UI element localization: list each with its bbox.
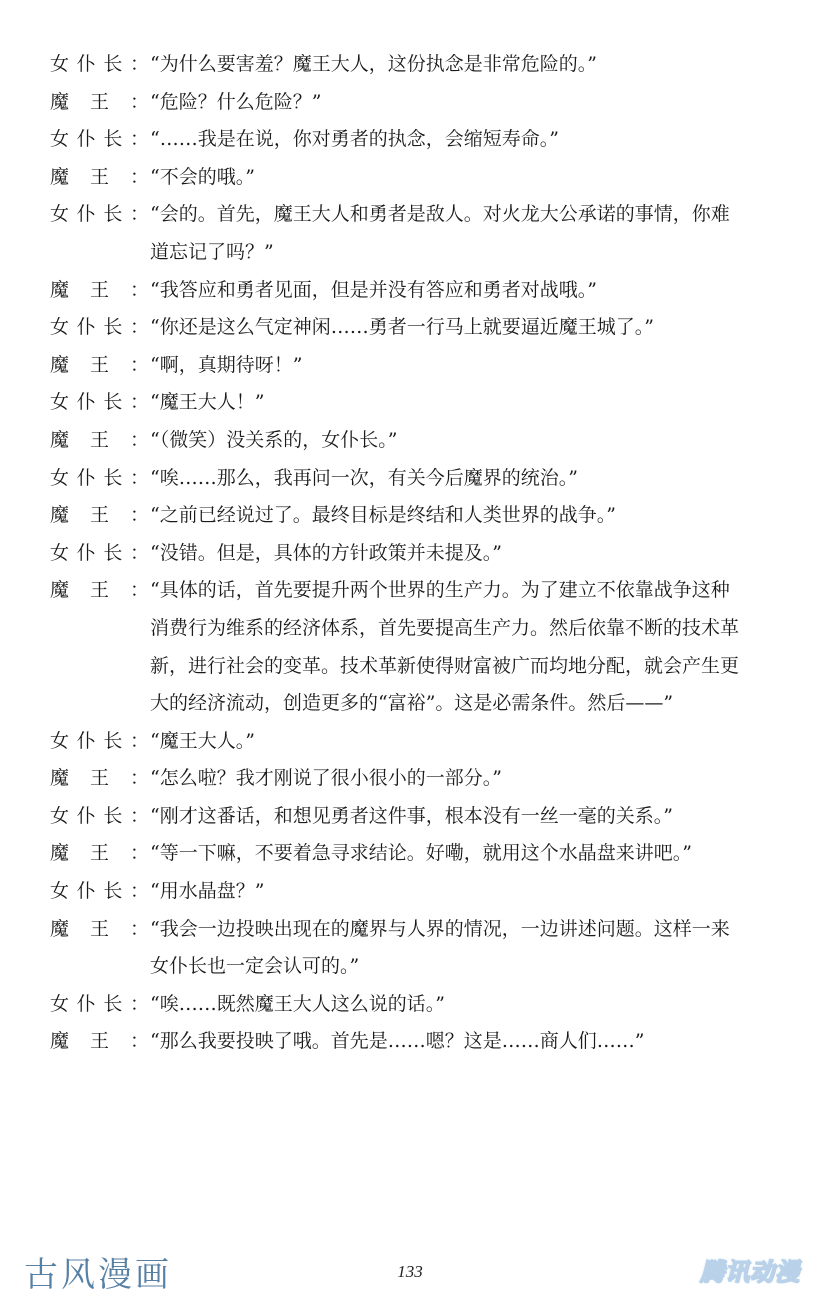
dialogue-line: [50, 760, 790, 798]
speaker-char: 长: [103, 729, 123, 752]
speaker-label: [50, 384, 150, 422]
dialogue-line: [50, 384, 790, 422]
speaker-char: 长: [103, 466, 123, 489]
speaker-char: 魔: [50, 1030, 70, 1053]
dialogue-line: [50, 835, 790, 873]
speaker-char: 王: [90, 579, 110, 602]
speaker-char: 女: [50, 53, 70, 75]
speaker-label: [50, 723, 150, 761]
speaker-colon: ：: [129, 466, 149, 489]
dialogue-body: [50, 46, 790, 1061]
dialogue-text: “那么我要投映了哦。首先是……嗯？这是……商人们……”: [150, 1030, 645, 1053]
speaker-label: [50, 272, 150, 310]
speaker-char: 仆: [76, 316, 96, 339]
speaker-label: [50, 535, 150, 573]
dialogue-text: “危险？什么危险？”: [150, 90, 322, 113]
speaker-char: 女: [50, 466, 70, 489]
speaker-char: 王: [90, 428, 110, 451]
dialogue-text: 消费行为维系的经济体系，首先要提高生产力。然后依靠不断的技术革: [150, 616, 740, 639]
speaker-char: 仆: [76, 729, 96, 752]
speaker-colon: ：: [130, 917, 150, 940]
speaker-char: 女: [50, 729, 70, 752]
speaker-label: [50, 347, 150, 385]
speaker-char: 王: [90, 767, 110, 790]
speaker-label: [50, 422, 150, 460]
speaker-label: [50, 159, 150, 197]
speaker-char: 仆: [76, 541, 96, 564]
dialogue-text: “……我是在说，你对勇者的执念，会缩短寿命。”: [150, 128, 559, 151]
speaker-label: [50, 309, 150, 347]
speaker-label: [50, 798, 150, 836]
speaker-char: 王: [90, 842, 110, 865]
dialogue-text: “我答应和勇者见面，但是并没有答应和勇者对战哦。”: [150, 278, 597, 301]
speaker-label: [50, 460, 150, 498]
dialogue-text: “唉……那么，我再问一次，有关今后魔界的统治。”: [150, 466, 578, 489]
speaker-char: 女: [50, 804, 70, 827]
speaker-label: [50, 986, 150, 1024]
speaker-colon: ：: [130, 353, 150, 376]
speaker-char: 仆: [76, 804, 96, 827]
speaker-char: 女: [50, 316, 70, 339]
speaker-char: 王: [90, 353, 110, 376]
speaker-label: [50, 572, 150, 610]
page-number: 133: [397, 1262, 423, 1281]
speaker-colon: ：: [129, 128, 149, 151]
dialogue-line: [50, 911, 790, 949]
dialogue-line: [50, 1023, 790, 1061]
dialogue-line: [50, 497, 790, 535]
speaker-char: 仆: [76, 466, 96, 489]
dialogue-line: [50, 234, 790, 272]
dialogue-line: [50, 572, 790, 610]
speaker-char: 仆: [76, 128, 96, 151]
speaker-char: 王: [90, 917, 110, 940]
dialogue-text: “具体的话，首先要提升两个世界的生产力。为了建立不依靠战争这种: [150, 579, 730, 602]
speaker-colon: ：: [129, 541, 149, 564]
speaker-colon: ：: [129, 880, 149, 903]
dialogue-line: [50, 121, 790, 159]
dialogue-text: “没错。但是，具体的方针政策并未提及。”: [150, 541, 502, 564]
speaker-char: 女: [50, 203, 70, 226]
speaker-char: 女: [50, 992, 70, 1015]
speaker-char: 长: [103, 53, 123, 75]
speaker-label: [50, 46, 150, 84]
watermark-logo-right: 腾讯动漫: [700, 1258, 800, 1286]
speaker-label: [50, 911, 150, 949]
dialogue-line: [50, 986, 790, 1024]
dialogue-text: 道忘记了吗？”: [150, 240, 274, 263]
speaker-colon: ：: [129, 992, 149, 1015]
dialogue-line: [50, 196, 790, 234]
speaker-char: 王: [90, 165, 110, 188]
dialogue-line: [50, 610, 790, 648]
speaker-colon: ：: [130, 165, 150, 188]
dialogue-line: [50, 798, 790, 836]
dialogue-line: [50, 948, 790, 986]
dialogue-line: [50, 422, 790, 460]
speaker-colon: ：: [130, 579, 150, 602]
speaker-char: 王: [90, 90, 110, 113]
speaker-char: 魔: [50, 917, 70, 940]
speaker-colon: ：: [129, 729, 149, 752]
dialogue-text: “不会的哦。”: [150, 165, 255, 188]
dialogue-line: [50, 648, 790, 686]
speaker-label: [50, 873, 150, 911]
dialogue-line: [50, 46, 790, 84]
speaker-colon: ：: [130, 1030, 150, 1053]
speaker-char: 魔: [50, 90, 70, 113]
speaker-char: 仆: [76, 992, 96, 1015]
speaker-char: 王: [90, 278, 110, 301]
speaker-colon: ：: [130, 504, 150, 527]
speaker-char: 魔: [50, 767, 70, 790]
speaker-char: 王: [90, 1030, 110, 1053]
speaker-char: 长: [103, 804, 123, 827]
speaker-char: 长: [103, 880, 123, 903]
dialogue-text: “等一下嘛，不要着急寻求结论。好嘞，就用这个水晶盘来讲吧。”: [150, 842, 692, 865]
speaker-char: 仆: [76, 880, 96, 903]
speaker-char: 魔: [50, 165, 70, 188]
dialogue-line: [50, 347, 790, 385]
speaker-label: [50, 760, 150, 798]
speaker-colon: ：: [129, 804, 149, 827]
speaker-colon: ：: [129, 391, 149, 414]
speaker-colon: ：: [130, 428, 150, 451]
dialogue-line: [50, 460, 790, 498]
dialogue-line: [50, 535, 790, 573]
dialogue-text: “魔王大人！”: [150, 391, 265, 414]
speaker-char: 长: [103, 316, 123, 339]
speaker-char: 魔: [50, 504, 70, 527]
speaker-label: [50, 1023, 150, 1061]
dialogue-text: “啊，真期待呀！”: [150, 353, 303, 376]
speaker-char: 长: [103, 541, 123, 564]
speaker-char: 长: [103, 128, 123, 151]
speaker-char: 魔: [50, 428, 70, 451]
dialogue-text: “唉……既然魔王大人这么说的话。”: [150, 992, 445, 1015]
dialogue-text: “怎么啦？我才刚说了很小很小的一部分。”: [150, 767, 502, 790]
dialogue-line: [50, 272, 790, 310]
speaker-char: 女: [50, 541, 70, 564]
speaker-char: 女: [50, 391, 70, 414]
dialogue-text: 大的经济流动，创造更多的“富裕”。这是必需条件。然后——”: [150, 692, 674, 715]
speaker-char: 魔: [50, 579, 70, 602]
dialogue-line: [50, 723, 790, 761]
dialogue-line: [50, 159, 790, 197]
dialogue-text: “用水晶盘？”: [150, 880, 265, 903]
dialogue-text: “魔王大人。”: [150, 729, 255, 752]
speaker-label: [50, 835, 150, 873]
dialogue-text: “你还是这么气定神闲……勇者一行马上就要逼近魔王城了。”: [150, 316, 654, 339]
speaker-colon: ：: [130, 842, 150, 865]
dialogue-text: “会的。首先，魔王大人和勇者是敌人。对火龙大公承诺的事情，你难: [150, 203, 730, 226]
dialogue-text: 新，进行社会的变革。技术革新使得财富被广而均地分配，就会产生更: [150, 654, 740, 677]
dialogue-text: 女仆长也一定会认可的。”: [150, 955, 360, 978]
speaker-char: 魔: [50, 353, 70, 376]
speaker-label: [50, 497, 150, 535]
dialogue-line: [50, 685, 790, 723]
speaker-char: 长: [103, 992, 123, 1015]
speaker-colon: ：: [130, 278, 150, 301]
speaker-char: 仆: [76, 391, 96, 414]
speaker-char: 女: [50, 128, 70, 151]
speaker-char: 女: [50, 880, 70, 903]
speaker-char: 魔: [50, 278, 70, 301]
dialogue-line: [50, 309, 790, 347]
speaker-colon: ：: [129, 316, 149, 339]
speaker-colon: ：: [129, 53, 149, 75]
speaker-label: [50, 196, 150, 234]
dialogue-text: “之前已经说过了。最终目标是终结和人类世界的战争。”: [150, 504, 616, 527]
speaker-char: 仆: [76, 203, 96, 226]
speaker-char: 长: [103, 203, 123, 226]
dialogue-text: “我会一边投映出现在的魔界与人界的情况，一边讲述问题。这样一来: [150, 917, 730, 940]
speaker-label: [50, 121, 150, 159]
speaker-char: 魔: [50, 842, 70, 865]
speaker-char: 长: [103, 391, 123, 414]
speaker-colon: ：: [129, 203, 149, 226]
dialogue-text: “为什么要害羞？魔王大人，这份执念是非常危险的。”: [150, 53, 597, 75]
dialogue-line: [50, 84, 790, 122]
dialogue-text: “（微笑）没关系的，女仆长。”: [150, 428, 398, 451]
speaker-label: [50, 84, 150, 122]
speaker-colon: ：: [130, 767, 150, 790]
speaker-char: 仆: [76, 53, 96, 75]
watermark-logo-left: 古风漫画: [24, 1255, 172, 1295]
speaker-colon: ：: [130, 90, 150, 113]
speaker-char: 王: [90, 504, 110, 527]
dialogue-text: “刚才这番话，和想见勇者这件事，根本没有一丝一毫的关系。”: [150, 804, 673, 827]
dialogue-line: [50, 873, 790, 911]
